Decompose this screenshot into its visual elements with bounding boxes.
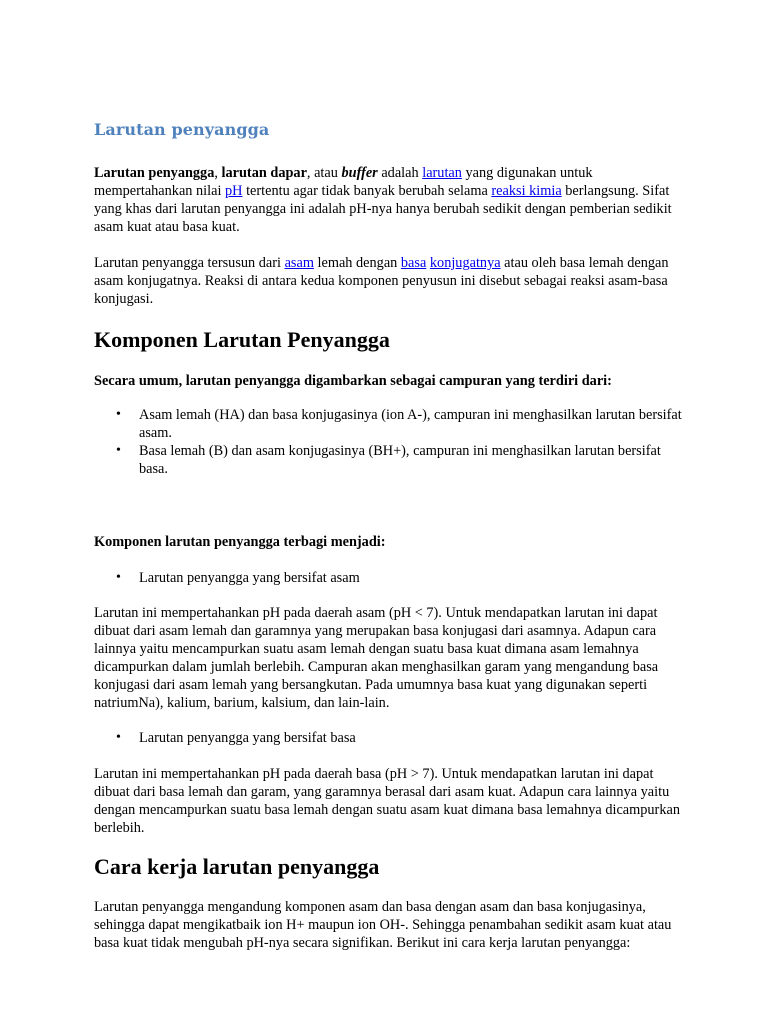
- intro-text: , atau: [306, 165, 342, 181]
- link-konjugatnya[interactable]: konjugatnya: [429, 255, 501, 271]
- list-item-text: Asam lemah (HA) dan basa konjugasinya (ion A-), campuran ini menghasilkan larutan bersifat asam.: [139, 407, 682, 441]
- intro-text: berlangsung. Sifat yang khas dari larutan penyangga ini adalah pH-nya hanya berubah sedikit dengan pemberian sedikit asam kuat atau basa kuat.: [94, 183, 672, 235]
- bullet-list-asam: [94, 569, 684, 587]
- acid-buffer-paragraph: Larutan ini mempertahankan pH pada daerah asam (pH < 7). Untuk mendapatkan larutan ini dapat dibuat dari asam lemah dan garamnya yang merupakan basa konjugasi dari asamnya. Adapun cara lainnya yaitu mencampurkan suatu asam lemah dengan suatu basa kuat dimana asam lemahnya dicampurkan dalam jumlah berlebih. Campuran akan menghasilkan garam yang mengandung basa konjugasi dari asam lemah yang bersangkutan. Pada umumnya basa kuat yang digunakan seperti natriumNa), kalium, barium, kalsium, dan lain-lain.: [94, 605, 659, 711]
- section-heading-cara-kerja: Cara kerja larutan penyangga: [94, 854, 380, 879]
- section-heading-komponen: Komponen Larutan Penyangga: [94, 327, 390, 352]
- bullet-icon: •: [116, 570, 121, 585]
- page-title: Larutan penyangga: [94, 120, 270, 139]
- paragraph-text: lemah dengan: [313, 255, 401, 271]
- composition-bullet-list: [94, 406, 684, 478]
- link-basa[interactable]: basa: [400, 255, 427, 271]
- list-item-text: Larutan penyangga yang bersifat asam: [139, 570, 360, 586]
- section-lead-2: Komponen larutan penyangga terbagi menjadi:: [94, 534, 386, 550]
- list-item: [94, 569, 684, 587]
- bullet-icon: •: [116, 443, 121, 458]
- list-item: [94, 442, 684, 478]
- intro-text: adalah: [377, 165, 423, 181]
- list-item: [94, 729, 684, 747]
- intro-text: yang digunakan untuk mempertahankan nilai: [94, 165, 593, 199]
- paragraph-text: atau oleh basa lemah dengan asam konjugatnya. Reaksi di antara kedua komponen penyusun ini disebut sebagai reaksi asam-basa konjugasi.: [94, 255, 669, 307]
- link-ph[interactable]: pH: [225, 183, 243, 199]
- mechanism-paragraph: Larutan penyangga mengandung komponen asam dan basa dengan asam dan basa konjugasinya, sehingga dapat mengikatbaik ion H+ maupun ion OH-. Sehingga penambahan sedikit asam kuat atau basa kuat tidak mengubah pH-nya secara signifikan. Berikut ini cara kerja larutan penyangga:: [94, 899, 672, 951]
- bullet-icon: •: [116, 407, 121, 422]
- term-buffer: buffer: [341, 165, 378, 181]
- intro-paragraph: [94, 164, 684, 236]
- list-item-text: Basa lemah (B) dan asam konjugasinya (BH+), campuran ini menghasilkan larutan bersifat basa.: [139, 443, 661, 477]
- intro-text: ,: [214, 165, 222, 181]
- list-item-text: Larutan penyangga yang bersifat basa: [139, 730, 356, 746]
- link-reaksi-kimia[interactable]: reaksi kimia: [491, 183, 562, 199]
- link-larutan[interactable]: larutan: [422, 165, 462, 181]
- intro-text: tertentu agar tidak banyak berubah selama: [242, 183, 492, 199]
- paragraph-text: Larutan penyangga tersusun dari: [94, 255, 285, 271]
- bullet-icon: •: [116, 730, 121, 745]
- term-larutan-dapar: larutan dapar: [221, 165, 307, 181]
- list-item: [94, 406, 684, 442]
- composition-paragraph: [94, 254, 684, 308]
- term-larutan-penyangga: Larutan penyangga: [94, 165, 215, 181]
- base-buffer-paragraph: Larutan ini mempertahankan pH pada daerah basa (pH > 7). Untuk mendapatkan larutan ini dapat dibuat dari basa lemah dan garam, yang garamnya berasal dari asam kuat. Adapun cara lainnya yaitu dengan mencampurkan suatu basa lemah dengan suatu asam kuat dimana basa lemahnya dicampurkan berlebih.: [94, 766, 680, 836]
- link-asam[interactable]: asam: [284, 255, 314, 271]
- section-lead: Secara umum, larutan penyangga digambarkan sebagai campuran yang terdiri dari:: [94, 373, 612, 389]
- bullet-list-basa: [94, 729, 684, 747]
